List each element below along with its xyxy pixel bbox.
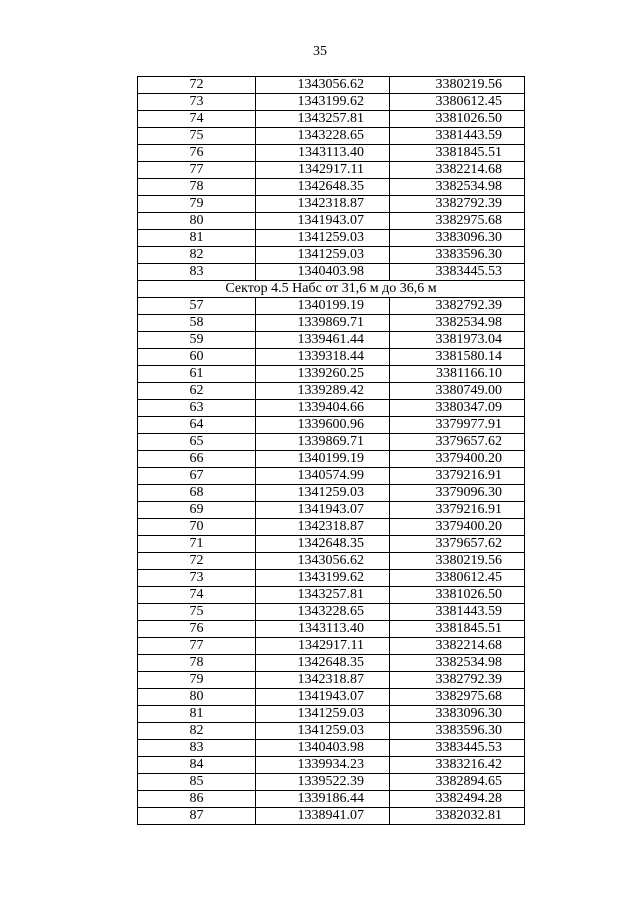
x-coordinate-cell: 1341259.03 xyxy=(256,723,390,740)
table-row xyxy=(138,247,525,264)
sector-header: Сектор 4.5 Набс от 31,6 м до 36,6 м xyxy=(138,281,525,298)
y-coordinate-cell: 3380612.45 xyxy=(390,94,525,111)
x-coordinate-cell: 1342648.35 xyxy=(256,179,390,196)
y-coordinate-cell: 3380612.45 xyxy=(390,570,525,587)
y-coordinate-cell: 3381845.51 xyxy=(390,621,525,638)
point-number-cell: 67 xyxy=(138,468,256,485)
y-coordinate-cell: 3380347.09 xyxy=(390,400,525,417)
y-coordinate-cell: 3379657.62 xyxy=(390,434,525,451)
point-number-cell: 71 xyxy=(138,536,256,553)
x-coordinate-cell: 1343056.62 xyxy=(256,77,390,94)
table-row xyxy=(138,604,525,621)
point-number-cell: 70 xyxy=(138,519,256,536)
point-number-cell: 76 xyxy=(138,145,256,162)
x-coordinate-cell: 1340574.99 xyxy=(256,468,390,485)
x-coordinate-cell: 1341943.07 xyxy=(256,213,390,230)
x-coordinate-cell: 1339404.66 xyxy=(256,400,390,417)
x-coordinate-cell: 1341943.07 xyxy=(256,502,390,519)
point-number-cell: 73 xyxy=(138,94,256,111)
x-coordinate-cell: 1342318.87 xyxy=(256,196,390,213)
point-number-cell: 60 xyxy=(138,349,256,366)
point-number-cell: 78 xyxy=(138,179,256,196)
x-coordinate-cell: 1341259.03 xyxy=(256,485,390,502)
table-row xyxy=(138,553,525,570)
x-coordinate-cell: 1339260.25 xyxy=(256,366,390,383)
x-coordinate-cell: 1343113.40 xyxy=(256,145,390,162)
point-number-cell: 73 xyxy=(138,570,256,587)
table-row xyxy=(138,451,525,468)
y-coordinate-cell: 3379400.20 xyxy=(390,451,525,468)
y-coordinate-cell: 3382975.68 xyxy=(390,213,525,230)
x-coordinate-cell: 1341259.03 xyxy=(256,230,390,247)
point-number-cell: 74 xyxy=(138,111,256,128)
y-coordinate-cell: 3382792.39 xyxy=(390,298,525,315)
table-row xyxy=(138,417,525,434)
point-number-cell: 72 xyxy=(138,77,256,94)
x-coordinate-cell: 1339461.44 xyxy=(256,332,390,349)
x-coordinate-cell: 1342648.35 xyxy=(256,655,390,672)
y-coordinate-cell: 3379216.91 xyxy=(390,468,525,485)
y-coordinate-cell: 3382494.28 xyxy=(390,791,525,808)
table-row xyxy=(138,587,525,604)
table-row xyxy=(138,230,525,247)
table-row xyxy=(138,740,525,757)
table-row xyxy=(138,638,525,655)
x-coordinate-cell: 1341943.07 xyxy=(256,689,390,706)
y-coordinate-cell: 3382214.68 xyxy=(390,162,525,179)
point-number-cell: 72 xyxy=(138,553,256,570)
table-row xyxy=(138,145,525,162)
point-number-cell: 64 xyxy=(138,417,256,434)
x-coordinate-cell: 1339869.71 xyxy=(256,315,390,332)
point-number-cell: 76 xyxy=(138,621,256,638)
point-number-cell: 79 xyxy=(138,672,256,689)
x-coordinate-cell: 1339934.23 xyxy=(256,757,390,774)
point-number-cell: 80 xyxy=(138,689,256,706)
x-coordinate-cell: 1339600.96 xyxy=(256,417,390,434)
table-row xyxy=(138,298,525,315)
x-coordinate-cell: 1340403.98 xyxy=(256,264,390,281)
table-row xyxy=(138,213,525,230)
point-number-cell: 74 xyxy=(138,587,256,604)
point-number-cell: 75 xyxy=(138,604,256,621)
table-row xyxy=(138,366,525,383)
table-row xyxy=(138,757,525,774)
point-number-cell: 81 xyxy=(138,230,256,247)
point-number-cell: 77 xyxy=(138,638,256,655)
x-coordinate-cell: 1343228.65 xyxy=(256,604,390,621)
table-row xyxy=(138,723,525,740)
table-row xyxy=(138,332,525,349)
y-coordinate-cell: 3382792.39 xyxy=(390,672,525,689)
y-coordinate-cell: 3383096.30 xyxy=(390,230,525,247)
y-coordinate-cell: 3380219.56 xyxy=(390,77,525,94)
table-row xyxy=(138,179,525,196)
point-number-cell: 68 xyxy=(138,485,256,502)
point-number-cell: 62 xyxy=(138,383,256,400)
x-coordinate-cell: 1342917.11 xyxy=(256,638,390,655)
y-coordinate-cell: 3382534.98 xyxy=(390,315,525,332)
x-coordinate-cell: 1338941.07 xyxy=(256,808,390,825)
x-coordinate-cell: 1343257.81 xyxy=(256,587,390,604)
y-coordinate-cell: 3379216.91 xyxy=(390,502,525,519)
x-coordinate-cell: 1341259.03 xyxy=(256,247,390,264)
point-number-cell: 83 xyxy=(138,264,256,281)
x-coordinate-cell: 1339289.42 xyxy=(256,383,390,400)
table-row xyxy=(138,502,525,519)
table-row xyxy=(138,570,525,587)
point-number-cell: 61 xyxy=(138,366,256,383)
table-row xyxy=(138,128,525,145)
y-coordinate-cell: 3382032.81 xyxy=(390,808,525,825)
point-number-cell: 63 xyxy=(138,400,256,417)
point-number-cell: 84 xyxy=(138,757,256,774)
y-coordinate-cell: 3381443.59 xyxy=(390,128,525,145)
x-coordinate-cell: 1343199.62 xyxy=(256,94,390,111)
table-row xyxy=(138,655,525,672)
x-coordinate-cell: 1339522.39 xyxy=(256,774,390,791)
table-row xyxy=(138,808,525,825)
y-coordinate-cell: 3382975.68 xyxy=(390,689,525,706)
point-number-cell: 66 xyxy=(138,451,256,468)
x-coordinate-cell: 1342318.87 xyxy=(256,519,390,536)
x-coordinate-cell: 1339869.71 xyxy=(256,434,390,451)
y-coordinate-cell: 3383096.30 xyxy=(390,706,525,723)
y-coordinate-cell: 3382792.39 xyxy=(390,196,525,213)
y-coordinate-cell: 3380219.56 xyxy=(390,553,525,570)
point-number-cell: 81 xyxy=(138,706,256,723)
point-number-cell: 78 xyxy=(138,655,256,672)
page-number: 35 xyxy=(313,44,327,59)
y-coordinate-cell: 3380749.00 xyxy=(390,383,525,400)
x-coordinate-cell: 1342648.35 xyxy=(256,536,390,553)
table-row xyxy=(138,672,525,689)
y-coordinate-cell: 3382534.98 xyxy=(390,179,525,196)
table-row xyxy=(138,264,525,281)
y-coordinate-cell: 3379096.30 xyxy=(390,485,525,502)
table-row xyxy=(138,791,525,808)
sector-header-row xyxy=(138,281,525,298)
table-section-b xyxy=(138,298,525,825)
x-coordinate-cell: 1343228.65 xyxy=(256,128,390,145)
point-number-cell: 77 xyxy=(138,162,256,179)
y-coordinate-cell: 3383596.30 xyxy=(390,723,525,740)
x-coordinate-cell: 1340199.19 xyxy=(256,298,390,315)
x-coordinate-cell: 1343199.62 xyxy=(256,570,390,587)
x-coordinate-cell: 1340403.98 xyxy=(256,740,390,757)
point-number-cell: 59 xyxy=(138,332,256,349)
table-row xyxy=(138,434,525,451)
x-coordinate-cell: 1339186.44 xyxy=(256,791,390,808)
table-section-header xyxy=(138,281,525,298)
y-coordinate-cell: 3381443.59 xyxy=(390,604,525,621)
point-number-cell: 57 xyxy=(138,298,256,315)
x-coordinate-cell: 1340199.19 xyxy=(256,451,390,468)
point-number-cell: 79 xyxy=(138,196,256,213)
table-section-a xyxy=(138,77,525,281)
point-number-cell: 83 xyxy=(138,740,256,757)
point-number-cell: 65 xyxy=(138,434,256,451)
table-row xyxy=(138,536,525,553)
x-coordinate-cell: 1342917.11 xyxy=(256,162,390,179)
y-coordinate-cell: 3383445.53 xyxy=(390,264,525,281)
point-number-cell: 75 xyxy=(138,128,256,145)
table-row xyxy=(138,621,525,638)
y-coordinate-cell: 3381845.51 xyxy=(390,145,525,162)
x-coordinate-cell: 1339318.44 xyxy=(256,349,390,366)
point-number-cell: 69 xyxy=(138,502,256,519)
point-number-cell: 85 xyxy=(138,774,256,791)
y-coordinate-cell: 3382214.68 xyxy=(390,638,525,655)
table-row xyxy=(138,468,525,485)
point-number-cell: 87 xyxy=(138,808,256,825)
table-row xyxy=(138,315,525,332)
y-coordinate-cell: 3383216.42 xyxy=(390,757,525,774)
point-number-cell: 58 xyxy=(138,315,256,332)
x-coordinate-cell: 1343257.81 xyxy=(256,111,390,128)
y-coordinate-cell: 3381026.50 xyxy=(390,111,525,128)
x-coordinate-cell: 1341259.03 xyxy=(256,706,390,723)
coordinates-table xyxy=(137,76,525,825)
y-coordinate-cell: 3381166.10 xyxy=(390,366,525,383)
y-coordinate-cell: 3381580.14 xyxy=(390,349,525,366)
table-row xyxy=(138,774,525,791)
y-coordinate-cell: 3383445.53 xyxy=(390,740,525,757)
x-coordinate-cell: 1342318.87 xyxy=(256,672,390,689)
y-coordinate-cell: 3381973.04 xyxy=(390,332,525,349)
table-row xyxy=(138,383,525,400)
table-row xyxy=(138,162,525,179)
point-number-cell: 82 xyxy=(138,247,256,264)
table-row xyxy=(138,111,525,128)
table-row xyxy=(138,77,525,94)
table-row xyxy=(138,519,525,536)
y-coordinate-cell: 3381026.50 xyxy=(390,587,525,604)
x-coordinate-cell: 1343113.40 xyxy=(256,621,390,638)
point-number-cell: 82 xyxy=(138,723,256,740)
table-row xyxy=(138,485,525,502)
y-coordinate-cell: 3382534.98 xyxy=(390,655,525,672)
table-row xyxy=(138,94,525,111)
table-row xyxy=(138,706,525,723)
y-coordinate-cell: 3379977.91 xyxy=(390,417,525,434)
table-row xyxy=(138,689,525,706)
x-coordinate-cell: 1343056.62 xyxy=(256,553,390,570)
point-number-cell: 86 xyxy=(138,791,256,808)
y-coordinate-cell: 3383596.30 xyxy=(390,247,525,264)
y-coordinate-cell: 3382894.65 xyxy=(390,774,525,791)
y-coordinate-cell: 3379657.62 xyxy=(390,536,525,553)
table-row xyxy=(138,349,525,366)
y-coordinate-cell: 3379400.20 xyxy=(390,519,525,536)
table-row xyxy=(138,400,525,417)
table-row xyxy=(138,196,525,213)
point-number-cell: 80 xyxy=(138,213,256,230)
